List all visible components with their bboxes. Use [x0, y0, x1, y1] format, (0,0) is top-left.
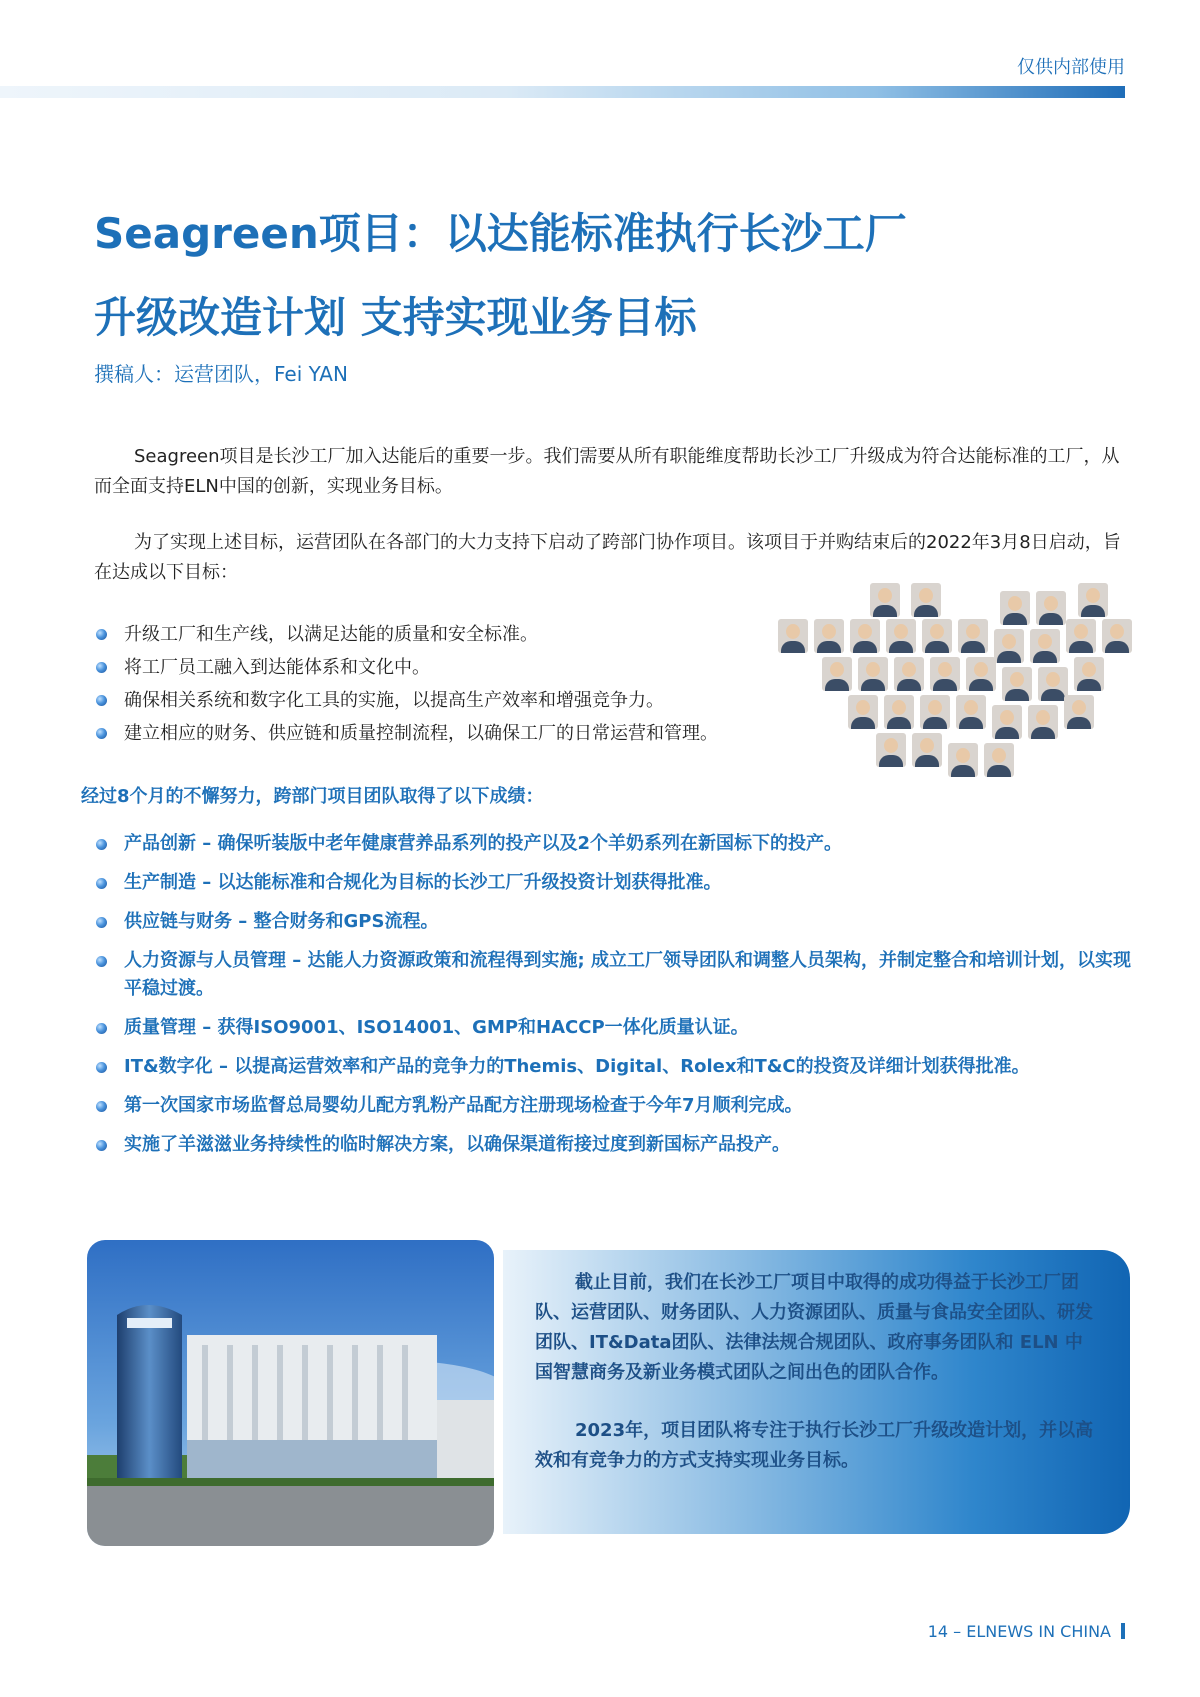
list-item: IT&数字化 – 以提高运营效率和产品的竞争力的Themis、Digital、Rolex和T&C的投资及详细计划获得批准。 — [94, 1053, 1134, 1081]
bullet-icon — [96, 956, 107, 967]
list-item: 将工厂员工融入到达能体系和文化中。 — [94, 653, 774, 686]
bullet-icon — [96, 1140, 107, 1151]
page-footer — [928, 1622, 1125, 1641]
title-line-2: 升级改造计划 支持实现业务目标 — [94, 293, 697, 342]
goals-list — [94, 620, 774, 752]
team-photo-collage — [778, 583, 1150, 783]
list-item: 确保相关系统和数字化工具的实施，以提高生产效率和增强竞争力。 — [94, 686, 774, 719]
goals-intro-paragraph: 为了实现上述目标，运营团队在各部门的大力支持下启动了跨部门协作项目。该项目于并购结束后的2022年3月8日启动，旨在达成以下目标： — [94, 532, 1121, 583]
bullet-icon — [96, 1101, 107, 1112]
achievements-list — [94, 830, 1134, 1170]
list-item: 供应链与财务 – 整合财务和GPS流程。 — [94, 908, 1134, 936]
page-number-label: 14 – ELNEWS IN CHINA — [927, 1622, 1111, 1641]
title-line-1: Seagreen项目：以达能标准执行长沙工厂 — [94, 209, 907, 258]
bullet-icon — [96, 662, 107, 673]
list-item: 第一次国家市场监督总局婴幼儿配方乳粉产品配方注册现场检查于今年7月顺利完成。 — [94, 1092, 1134, 1120]
footer-bar-icon — [1121, 1623, 1125, 1639]
bullet-icon — [96, 1062, 107, 1073]
summary-paragraph-1: 截止目前，我们在长沙工厂项目中取得的成功得益于长沙工厂团队、运营团队、财务团队、人力资源团队、质量与食品安全团队、研发团队、IT&Data团队、法律法规合规团队、政府事务团队和 ELN 中国智慧商务及新业务模式团队之间出色的团队合作。 — [535, 1272, 1093, 1383]
list-item: 建立相应的财务、供应链和质量控制流程，以确保工厂的日常运营和管理。 — [94, 719, 774, 752]
list-item: 生产制造 – 以达能标准和合规化为目标的长沙工厂升级投资计划获得批准。 — [94, 869, 1134, 897]
bullet-icon — [96, 1023, 107, 1034]
summary-paragraph-2: 2023年，项目团队将专注于执行长沙工厂升级改造计划，并以高效和有竞争力的方式支持实现业务目标。 — [535, 1420, 1094, 1471]
bullet-icon — [96, 629, 107, 640]
article-title — [94, 192, 1134, 360]
bullet-icon — [96, 878, 107, 889]
list-item: 实施了羊滋滋业务持续性的临时解决方案，以确保渠道衔接过度到新国标产品投产。 — [94, 1131, 1134, 1159]
header-rule — [0, 86, 1125, 98]
bullet-icon — [96, 917, 107, 928]
bullet-icon — [96, 695, 107, 706]
bullet-icon — [96, 728, 107, 739]
list-item: 质量管理 – 获得ISO9001、ISO14001、GMP和HACCP一体化质量认证。 — [94, 1014, 1134, 1042]
intro-paragraph: Seagreen项目是长沙工厂加入达能后的重要一步。我们需要从所有职能维度帮助长沙工厂升级成为符合达能标准的工厂，从而全面支持ELN中国的创新，实现业务目标。 — [94, 446, 1120, 497]
list-item: 人力资源与人员管理 – 达能人力资源政策和流程得到实施; 成立工厂领导团队和调整人员架构，并制定整合和培训计划，以实现平稳过渡。 — [94, 947, 1134, 1003]
list-item: 升级工厂和生产线，以满足达能的质量和安全标准。 — [94, 620, 774, 653]
internal-use-label: 仅供内部使用 — [1017, 57, 1125, 78]
factory-building-photo — [87, 1240, 494, 1546]
list-item: 产品创新 – 确保听装版中老年健康营养品系列的投产以及2个羊奶系列在新国标下的投产。 — [94, 830, 1134, 858]
achievements-heading: 经过8个月的不懈努力，跨部门项目团队取得了以下成绩： — [81, 786, 544, 807]
bullet-icon — [96, 839, 107, 850]
author-byline: 撰稿人：运营团队，Fei YAN — [94, 362, 348, 386]
